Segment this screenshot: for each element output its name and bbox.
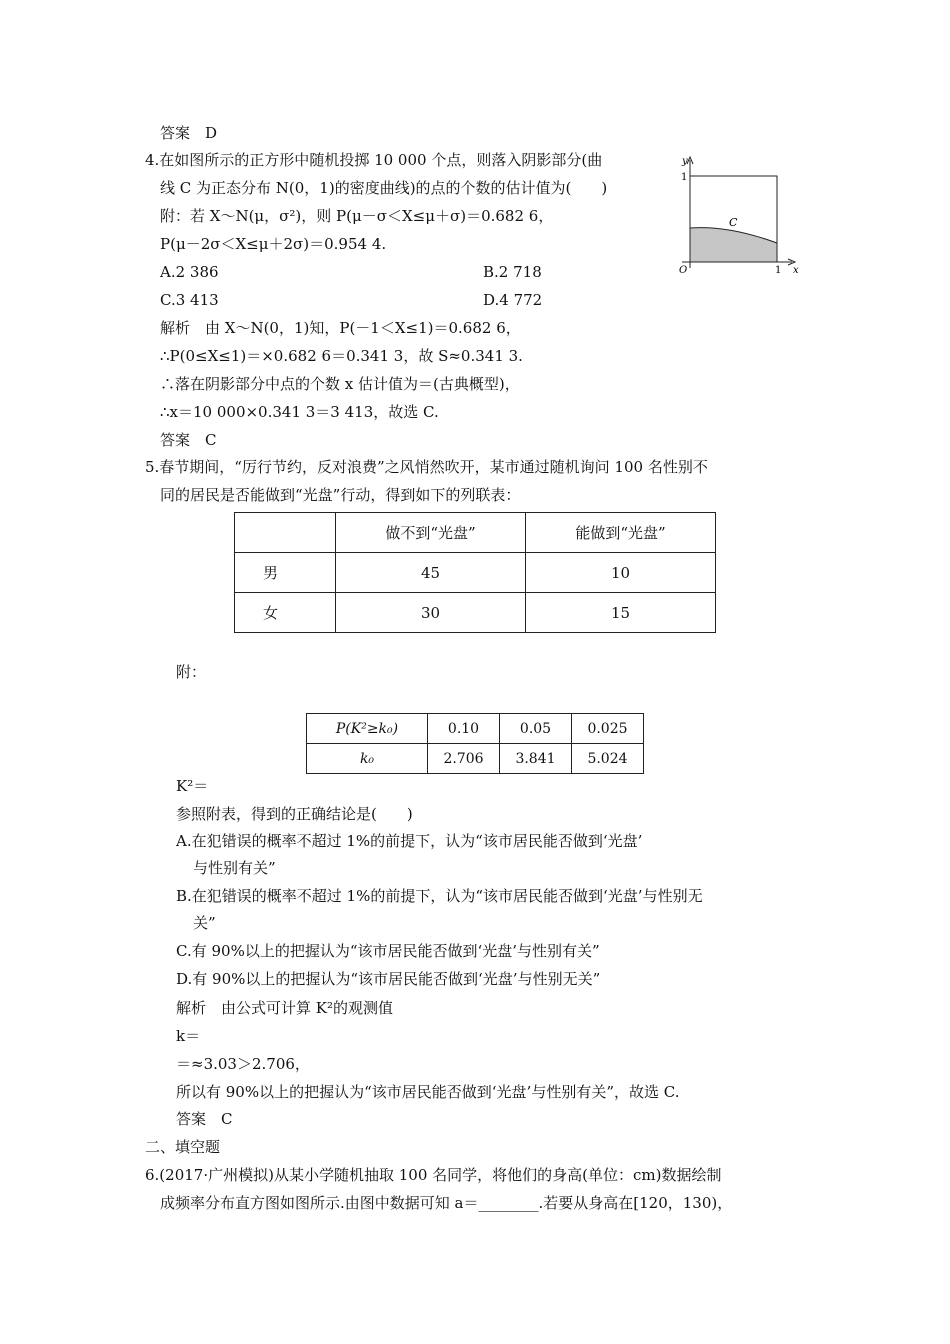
y-axis-label: y bbox=[682, 156, 688, 167]
q5-solution-line1: 解析 由公式可计算 K²的观测值 bbox=[176, 999, 393, 1017]
q4-stem-line1: 4.在如图所示的正方形中随机投掷 10 000 个点，则落入阴影部分(曲 bbox=[145, 151, 603, 169]
q5-solution-line2: k＝ bbox=[176, 1027, 201, 1045]
q5-appendix-label: 附： bbox=[176, 663, 207, 681]
x-axis-label: x bbox=[793, 265, 799, 276]
q5-option-b-line2: 关” bbox=[193, 914, 216, 932]
q4-option-d: D.4 772 bbox=[483, 291, 543, 309]
table-cell: P(K²≥k₀) bbox=[307, 714, 428, 744]
contingency-table bbox=[234, 512, 716, 633]
table-cell bbox=[235, 513, 336, 553]
q6-stem-line2: 成频率分布直方图如图所示.由图中数据可知 a＝________.若要从身高在[120，130)， bbox=[160, 1194, 733, 1212]
q4-solution-line4: ∴x＝10 000×0.341 3＝3 413，故选 C. bbox=[160, 403, 439, 421]
table-row bbox=[235, 593, 716, 633]
table-cell: 2.706 bbox=[428, 744, 500, 774]
q4-stem-line2: 线 C 为正态分布 N(0，1)的密度曲线)的点的个数的估计值为( ) bbox=[160, 179, 608, 197]
table-cell: k₀ bbox=[307, 744, 428, 774]
q5-option-d: D.有 90%以上的把握认为“该市居民能否做到‘光盘’与性别无关” bbox=[176, 970, 601, 988]
shaded-region bbox=[690, 228, 777, 262]
table-cell: 0.05 bbox=[500, 714, 572, 744]
table-cell: 男 bbox=[235, 553, 336, 593]
q5-question: 参照附表，得到的正确结论是( ) bbox=[176, 805, 413, 823]
q5-solution-line4: 所以有 90%以上的把握认为“该市居民能否做到‘光盘’与性别有关”，故选 C. bbox=[176, 1083, 680, 1101]
critical-value-table bbox=[306, 713, 644, 774]
q5-option-c: C.有 90%以上的把握认为“该市居民能否做到‘光盘’与性别有关” bbox=[176, 942, 600, 960]
table-cell: 15 bbox=[526, 593, 716, 633]
q6-stem-line1: 6.(2017·广州模拟)从某小学随机抽取 100 名同学，将他们的身高(单位：cm)数据绘制 bbox=[145, 1166, 722, 1184]
x-one-label: 1 bbox=[775, 265, 782, 276]
table-cell: 0.10 bbox=[428, 714, 500, 744]
q3-answer: 答案 D bbox=[160, 124, 218, 142]
q5-stem-line1: 5.春节期间，“厉行节约，反对浪费”之风悄然吹开，某市通过随机询问 100 名性别不 bbox=[145, 458, 708, 476]
q4-answer: 答案 C bbox=[160, 431, 217, 449]
q4-solution-line3: ∴落在阴影部分中点的个数 x 估计值为＝(古典概型)， bbox=[160, 375, 520, 393]
curve-label: C bbox=[729, 216, 738, 229]
q4-solution-line2: ∴P(0≤X≤1)＝×0.682 6＝0.341 3，故 S≈0.341 3. bbox=[160, 347, 523, 365]
q5-option-a-line1: A.在犯错误的概率不超过 1%的前提下，认为“该市居民能否做到‘光盘’ bbox=[176, 832, 643, 850]
table-row bbox=[307, 714, 644, 744]
table-header: 做不到“光盘” bbox=[336, 513, 526, 553]
q4-option-a: A.2 386 bbox=[160, 263, 219, 281]
table-cell: 0.025 bbox=[572, 714, 644, 744]
q5-option-a-line2: 与性别有关” bbox=[193, 859, 276, 877]
q5-k2-formula: K²＝ bbox=[176, 777, 209, 795]
q5-stem-line2: 同的居民是否能做到“光盘”行动，得到如下的列联表： bbox=[160, 486, 521, 504]
table-row bbox=[235, 553, 716, 593]
q5-solution-line3: ＝≈3.03＞2.706， bbox=[176, 1055, 310, 1073]
table-cell: 10 bbox=[526, 553, 716, 593]
q5-option-b-line1: B.在犯错误的概率不超过 1%的前提下，认为“该市居民能否做到‘光盘’与性别无 bbox=[176, 887, 703, 905]
table-row bbox=[307, 744, 644, 774]
q4-note-line2: P(μ－2σ＜X≤μ＋2σ)＝0.954 4. bbox=[160, 235, 387, 253]
q4-solution-line1: 解析 由 X～N(0，1)知，P(－1＜X≤1)＝0.682 6， bbox=[160, 319, 521, 337]
table-cell: 3.841 bbox=[500, 744, 572, 774]
table-cell: 5.024 bbox=[572, 744, 644, 774]
y-one-label: 1 bbox=[681, 172, 688, 183]
q5-answer: 答案 C bbox=[176, 1110, 233, 1128]
table-header: 能做到“光盘” bbox=[526, 513, 716, 553]
table-cell: 30 bbox=[336, 593, 526, 633]
table-row bbox=[235, 513, 716, 553]
q4-option-b: B.2 718 bbox=[483, 263, 542, 281]
section-title: 二、填空题 bbox=[145, 1138, 221, 1156]
table-cell: 女 bbox=[235, 593, 336, 633]
q4-note-line1: 附：若 X～N(μ，σ²)，则 P(μ－σ＜X≤μ＋σ)＝0.682 6， bbox=[160, 207, 554, 225]
normal-curve-figure bbox=[672, 152, 812, 277]
table-cell: 45 bbox=[336, 553, 526, 593]
origin-label: O bbox=[679, 265, 688, 276]
q4-option-c: C.3 413 bbox=[160, 291, 219, 309]
